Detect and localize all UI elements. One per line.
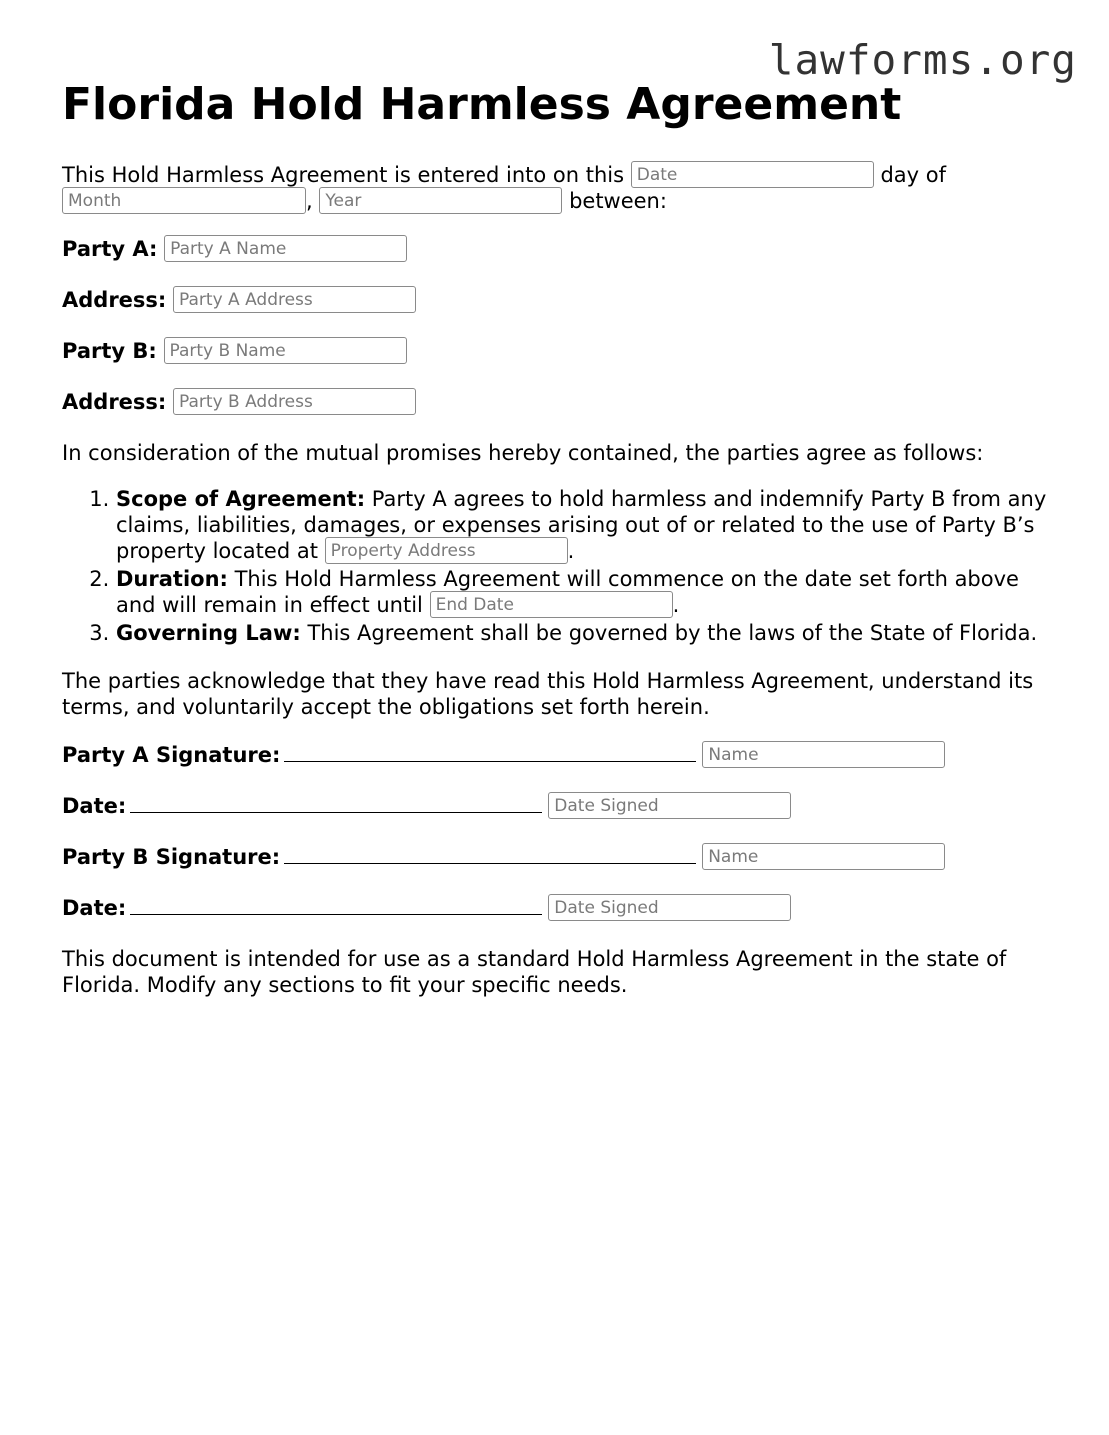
- party-a-date-row: [62, 793, 1052, 820]
- party-b-address-label: Address:: [62, 390, 167, 414]
- agreement-month-field[interactable]: [62, 187, 306, 214]
- acknowledgment-paragraph: The parties acknowledge that they have read this Hold Harmless Agreement, understand its terms, and voluntarily accept the obligations set forth herein.: [62, 669, 1034, 719]
- agreement-date-field[interactable]: [631, 161, 874, 188]
- party-a-signature-name-field[interactable]: [702, 741, 945, 768]
- party-a-signature-label: Party A Signature:: [62, 743, 281, 767]
- intro-text: This Hold Harmless Agreement is entered into on this: [62, 163, 625, 187]
- end-date-field[interactable]: [430, 591, 673, 618]
- clause-scope-text: Party A agrees to hold harmless and indemnify Party B from any claims, liabilities, damages, or expenses arising out of or related to the use of Party B’s property located at: [116, 487, 1047, 563]
- clause-scope: [116, 486, 1052, 564]
- party-b-date-label: Date:: [62, 896, 127, 920]
- clause-duration-heading: Duration:: [116, 567, 228, 591]
- footer-note: This document is intended for use as a standard Hold Harmless Agreement in the state of Florida. Modify any sections to fit your specific needs.: [62, 947, 1007, 997]
- property-address-field[interactable]: [325, 537, 568, 564]
- consideration-paragraph: In consideration of the mutual promises hereby contained, the parties agree as follows:: [62, 441, 984, 465]
- intro-day-of-text: day of: [880, 163, 946, 187]
- party-a-row: [62, 236, 1052, 263]
- party-a-address-label: Address:: [62, 288, 167, 312]
- clause-governing-law-heading: Governing Law:: [116, 621, 301, 645]
- party-b-signature-label: Party B Signature:: [62, 845, 281, 869]
- clause-scope-heading: Scope of Agreement:: [116, 487, 366, 511]
- party-a-address-field[interactable]: [173, 286, 416, 313]
- clause-duration-end: .: [672, 593, 680, 617]
- party-a-date-label: Date:: [62, 794, 127, 818]
- document-page: [62, 78, 1052, 998]
- party-a-date-signed-field[interactable]: [548, 792, 791, 819]
- party-b-row: [62, 338, 1052, 365]
- party-a-date-line[interactable]: [130, 794, 542, 813]
- party-a-signature-line[interactable]: [284, 743, 696, 762]
- page-title: Florida Hold Harmless Agreement: [62, 79, 902, 130]
- intro-comma: ,: [306, 189, 313, 213]
- party-b-address-row: [62, 389, 1052, 416]
- watermark-logo: lawforms.org: [768, 36, 1077, 84]
- party-b-address-field[interactable]: [173, 388, 416, 415]
- party-a-name-field[interactable]: [164, 235, 407, 262]
- intro-between-text: between:: [569, 189, 667, 213]
- party-a-signature-row: [62, 742, 1052, 769]
- clause-scope-end: .: [567, 539, 575, 563]
- party-b-date-signed-field[interactable]: [548, 894, 791, 921]
- clause-governing-law-text: This Agreement shall be governed by the laws of the State of Florida.: [307, 621, 1038, 645]
- clause-duration-text: This Hold Harmless Agreement will commence on the date set forth above and will remain in effect until: [116, 567, 1019, 617]
- party-a-label: Party A:: [62, 237, 158, 261]
- intro-paragraph: [62, 162, 1052, 214]
- party-a-address-row: [62, 287, 1052, 314]
- party-b-label: Party B:: [62, 339, 157, 363]
- party-b-date-line[interactable]: [130, 896, 542, 915]
- clause-duration: [116, 566, 1052, 618]
- party-b-signature-row: [62, 844, 1052, 871]
- party-b-name-field[interactable]: [164, 337, 407, 364]
- clause-list: [62, 486, 1052, 646]
- clause-governing-law: [116, 620, 1052, 646]
- party-b-date-row: [62, 895, 1052, 922]
- party-b-signature-line[interactable]: [284, 845, 696, 864]
- party-b-signature-name-field[interactable]: [702, 843, 945, 870]
- agreement-year-field[interactable]: [319, 187, 562, 214]
